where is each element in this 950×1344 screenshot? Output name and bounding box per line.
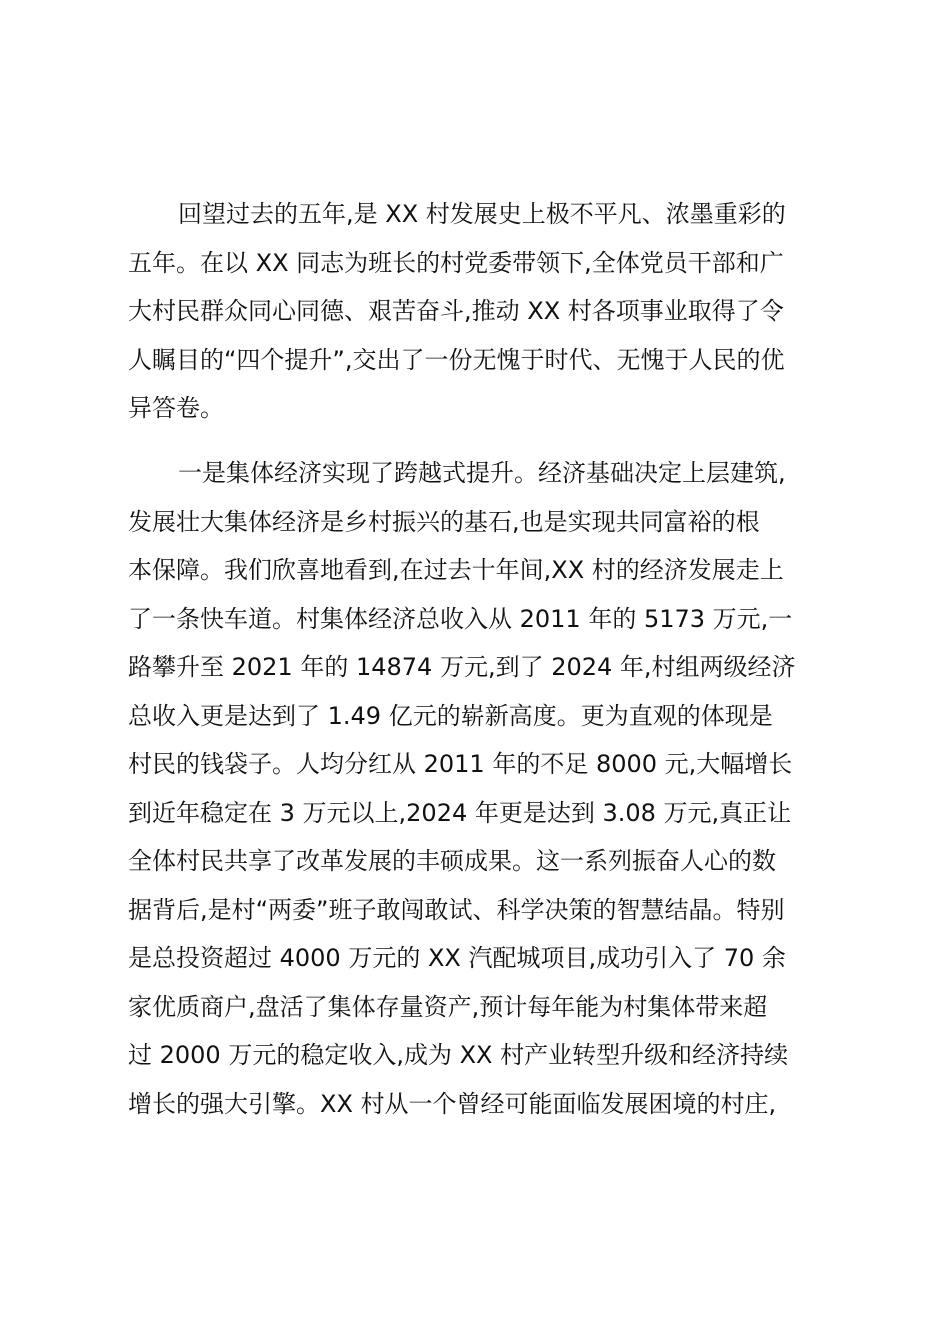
paragraph-line: 本保障。我们欣喜地看到,在过去十年间,XX 村的经济发展走上: [128, 556, 784, 584]
paragraph-line: 据背后,是村“两委”班子敢闯敢试、科学决策的智慧结晶。特别: [128, 895, 785, 924]
paragraph-line: 总收入更是达到了 1.49 亿元的崭新高度。更为直观的体现是: [128, 701, 773, 730]
paragraph-line: 回望过去的五年,是 XX 村发展史上极不平凡、浓墨重彩的: [178, 200, 786, 228]
paragraph-line: 发展壮大集体经济是乡村振兴的基石,也是实现共同富裕的根: [128, 507, 760, 536]
paragraph-line: 了一条快车道。村集体经济总收入从 2011 年的 5173 万元,一: [128, 604, 793, 633]
paragraph-line: 家优质商户,盘活了集体存量资产,预计每年能为村集体带来超: [128, 992, 768, 1021]
paragraph-line: 大村民群众同心同德、艰苦奋斗,推动 XX 村各项事业取得了令: [128, 297, 784, 325]
paragraph-line: 人瞩目的“四个提升”,交出了一份无愧于时代、无愧于人民的优: [128, 345, 785, 374]
paragraph-line: 村民的钱袋子。人均分红从 2011 年的不足 8000 元,大幅增长: [128, 750, 793, 778]
paragraph-collective-economy: [128, 449, 824, 1128]
paragraph-review-five-years: [128, 190, 824, 433]
paragraph-line: 是总投资超过 4000 万元的 XX 汽配城项目,成功引入了 70 余: [128, 944, 786, 972]
paragraph-line: 增长的强大引擎。XX 村从一个曾经可能面临发展困境的村庄,: [128, 1089, 777, 1118]
paragraph-line: 一是集体经济实现了跨越式提升。经济基础决定上层建筑,: [178, 459, 786, 487]
paragraph-line: 到近年稳定在 3 万元以上,2024 年更是达到 3.08 万元,真正让: [128, 798, 792, 827]
paragraph-line: 全体村民共享了改革发展的丰硕成果。这一系列振奋人心的数: [128, 847, 776, 875]
paragraph-line: 五年。在以 XX 同志为班长的村党委带领下,全体党员干部和广: [128, 248, 784, 277]
paragraph-line: 过 2000 万元的稳定收入,成为 XX 村产业转型升级和经济持续: [128, 1041, 789, 1069]
paragraph-line: 路攀升至 2021 年的 14874 万元,到了 2024 年,村组两级经济: [128, 653, 796, 681]
paragraph-line: 异答卷。: [128, 394, 224, 422]
